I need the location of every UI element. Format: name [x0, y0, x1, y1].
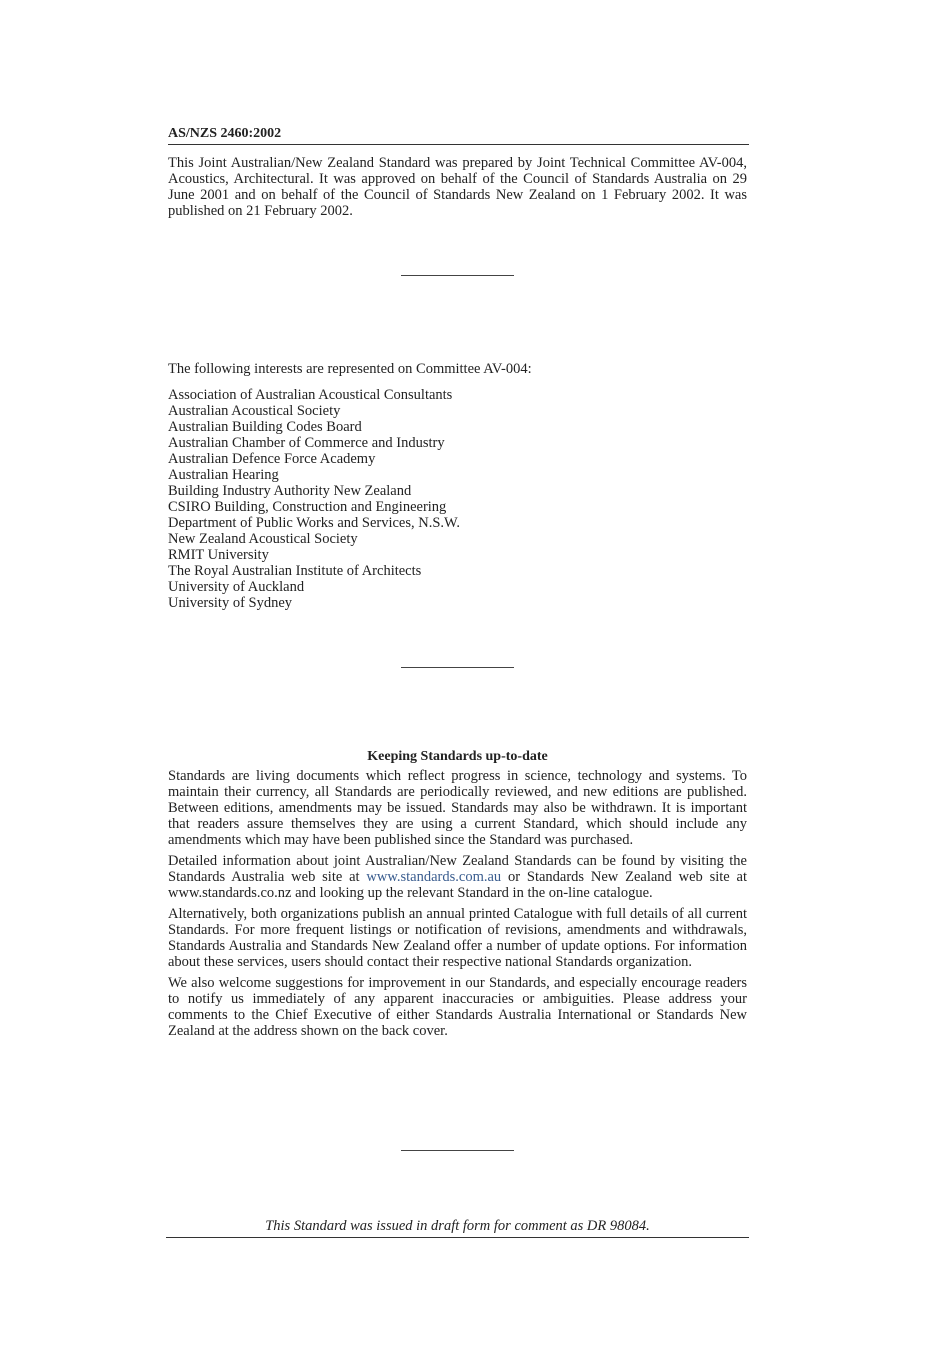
paragraph-text: or Standards New Zealand web site at www.standards.co.nz and looking up the relevant Standard in the on-line catalogue. [168, 869, 748, 901]
section-heading: Keeping Standards up-to-date [367, 749, 548, 764]
list-item: Association of Australian Acoustical Consultants [168, 387, 453, 403]
paragraph: Alternatively, both organizations publish an annual printed Catalogue with full details of all current Standards. For more frequent listings or notification of revisions, amendments and withdrawals, Standards Australia and Standards New Zealand offer a number of update options. For information about these services, users should contact their respective national Standards organization. [168, 906, 747, 970]
list-item: Department of Public Works and Services, N.S.W. [168, 515, 461, 531]
list-item: University of Auckland [168, 579, 305, 595]
list-item: RMIT University [168, 547, 269, 563]
interests-intro: The following interests are represented on Committee AV-004: [168, 361, 532, 377]
list-item: CSIRO Building, Construction and Engineering [168, 499, 447, 515]
list-item: Building Industry Authority New Zealand [168, 483, 412, 499]
standards-australia-link[interactable]: www.standards.com.au [366, 869, 502, 885]
list-item: Australian Hearing [168, 467, 279, 483]
list-item: Australian Chamber of Commerce and Industry [168, 435, 445, 451]
interests-list [168, 387, 460, 611]
paragraph: We also welcome suggestions for improvement in our Standards, and especially encourage readers to notify us immediately of any apparent inaccuracies or ambiguities. Please address your comments to the Chief Executive of either Standards Australia International or Standards New Zealand at the address shown on the back cover. [168, 975, 747, 1039]
list-item: New Zealand Acoustical Society [168, 531, 358, 547]
draft-note: This Standard was issued in draft form for comment as DR 98084. [166, 1218, 749, 1238]
paragraph [168, 853, 747, 901]
list-item: The Royal Australian Institute of Architects [168, 563, 422, 579]
list-item: Australian Acoustical Society [168, 403, 341, 419]
keeping-up-to-date-section [168, 749, 747, 1044]
list-item: University of Sydney [168, 595, 293, 611]
standard-id: AS/NZS 2460:2002 [168, 126, 749, 145]
divider-rule [401, 667, 514, 668]
paragraph: Standards are living documents which reflect progress in science, technology and systems. To maintain their currency, all Standards are periodically reviewed, and new editions are published. Between editions, amendments may be issued. Standards may also be withdrawn. It is important that readers assure themselves they are using a current Standard, which should include any amendments which may have been published since the Standard was purchased. [168, 768, 747, 848]
list-item: Australian Building Codes Board [168, 419, 362, 435]
divider-rule [401, 275, 514, 276]
divider-rule [401, 1150, 514, 1151]
list-item: Australian Defence Force Academy [168, 451, 376, 467]
paragraph-text: Detailed information about joint Australian/New Zealand Standards can be found by visiting the Standards Australia web site at [168, 853, 747, 885]
approval-paragraph: This Joint Australian/New Zealand Standard was prepared by Joint Technical Committee AV-004, Acoustics, Architectural. It was approved on behalf of the Council of Standards Australia on 29 June 2001 and on behalf of the Council of Standards New Zealand on 1 February 2002. It was published on 21 February 2002. [168, 155, 747, 219]
